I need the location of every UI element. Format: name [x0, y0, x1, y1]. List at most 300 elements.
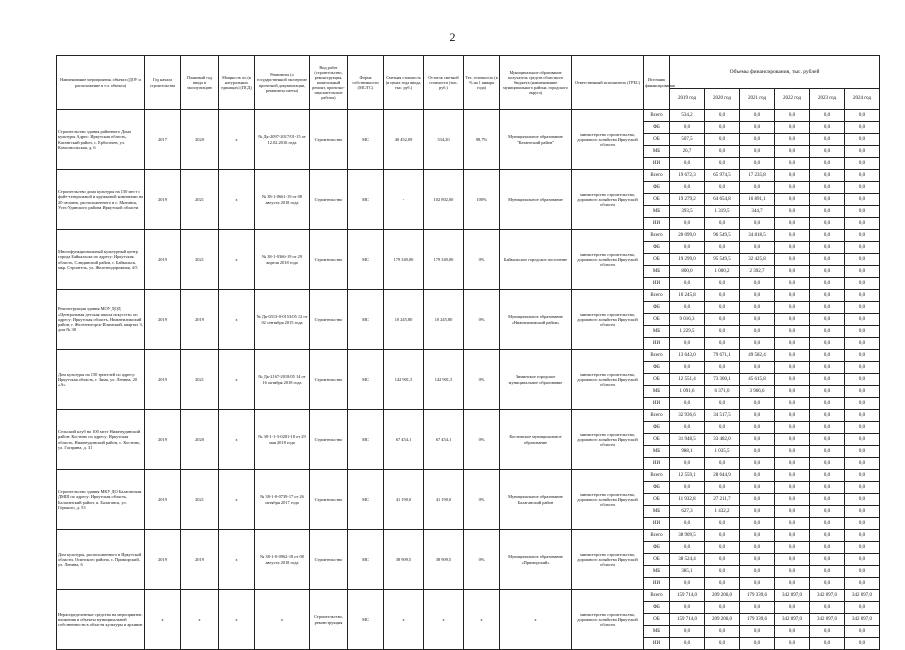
funding-amount: 0,0: [845, 626, 880, 638]
funding-source: МБ: [644, 386, 670, 398]
funding-amount: 209 206,0: [705, 614, 740, 626]
funding-amount: 0,0: [705, 566, 740, 578]
funding-amount: 0,0: [740, 566, 775, 578]
year-end: 2021: [181, 350, 219, 410]
funding-source: Всего: [644, 230, 670, 242]
funding-amount: 534,2: [670, 110, 705, 122]
customer: министерство строительства, дорожного хозяйства Иркутской области: [572, 410, 644, 470]
project-name: Строительство здания районного Дома культуры Адрес: Иркутская область, Катангский район, с. Ербогачен, ул. Комсомольская, д. 6: [57, 110, 145, 170]
project-name: Дом культуры на 150 зрителей по адресу: Иркутская область, г. Зима, ул. Ленина, 20 «А»: [57, 350, 145, 410]
funding-amount: 95 549,5: [705, 254, 740, 266]
funding-amount: 0,0: [845, 230, 880, 242]
funding-amount: 28 644,9: [705, 470, 740, 482]
year-end: 2021: [181, 470, 219, 530]
funding-amount: 0,0: [845, 458, 880, 470]
funding-amount: 0,0: [810, 578, 845, 590]
header-capacity: Мощность по (в натуральных единицах) (ПСД): [219, 56, 255, 110]
funding-source: МБ: [644, 206, 670, 218]
header-remaining: Остаток сметной стоимости (тыс. руб.): [424, 56, 464, 110]
recipient: Муниципальное образование Балаганский район: [500, 470, 572, 530]
funding-amount: 0,0: [845, 206, 880, 218]
readiness: х: [464, 590, 500, 650]
funding-amount: 0,0: [775, 566, 810, 578]
funding-source: ОБ: [644, 554, 670, 566]
funding-amount: 19 299,0: [670, 254, 705, 266]
header-type: Вид работ (строительство, реконструкция, капитальный ремонт, проектно-изыскательские работы): [310, 56, 348, 110]
recipient: Муниципальное образование: [500, 170, 572, 230]
funding-amount: 0,0: [810, 350, 845, 362]
funding-amount: 0,0: [740, 482, 775, 494]
project-name: Дом культуры, расположенного в Иркутской области, Осинского района, с. Приморский, ул. Ленина, 6: [57, 530, 145, 590]
funding-amount: 0,0: [845, 218, 880, 230]
estimate-cost: 38 909,5: [384, 530, 424, 590]
year-end: 2021: [181, 170, 219, 230]
funding-amount: 19 672,3: [670, 170, 705, 182]
funding-amount: 0,0: [740, 578, 775, 590]
estimate-cost: х: [384, 590, 424, 650]
funding-source: Всего: [644, 170, 670, 182]
funding-amount: 0,0: [740, 638, 775, 650]
funding-amount: 0,0: [775, 518, 810, 530]
funding-source: ФБ: [644, 362, 670, 374]
funding-amount: 0,0: [775, 362, 810, 374]
funding-source: Всего: [644, 530, 670, 542]
funding-amount: 0,0: [670, 626, 705, 638]
funding-amount: 0,0: [740, 182, 775, 194]
funding-amount: 0,0: [775, 602, 810, 614]
funding-amount: 12 559,1: [670, 470, 705, 482]
funding-amount: 0,0: [705, 626, 740, 638]
table-row: [57, 170, 880, 182]
customer: министерство строительства, дорожного хозяйства Иркутской области: [572, 350, 644, 410]
funding-amount: 0,0: [810, 374, 845, 386]
year-start: 2019: [145, 170, 181, 230]
funding-amount: 0,0: [775, 350, 810, 362]
funding-amount: 0,0: [705, 302, 740, 314]
funding-amount: 0,0: [845, 110, 880, 122]
funding-amount: 0,0: [740, 422, 775, 434]
header-source: Источник финансирования: [644, 56, 670, 110]
funding-amount: 0,0: [670, 578, 705, 590]
funding-amount: 0,0: [740, 554, 775, 566]
funding-amount: 0,0: [670, 182, 705, 194]
funding-source: ОБ: [644, 254, 670, 266]
readiness: 0%: [464, 470, 500, 530]
funding-source: ФБ: [644, 182, 670, 194]
funding-amount: 0,0: [775, 470, 810, 482]
funding-amount: 96 549,5: [705, 230, 740, 242]
funding-amount: 179 339,6: [740, 590, 775, 602]
expertise: № 38-1-0-0739-17 от 26 октября 2017 года: [255, 470, 310, 530]
funding-amount: 0,0: [810, 386, 845, 398]
funding-amount: 0,0: [740, 338, 775, 350]
funding-amount: 0,0: [845, 194, 880, 206]
remaining-cost: 67 454,1: [424, 410, 464, 470]
funding-amount: 0,0: [810, 170, 845, 182]
header-name: Наименование мероприятия, объекта (ДОУ и расположение в т.ч. объекта): [57, 56, 145, 110]
funding-amount: 0,0: [810, 194, 845, 206]
capacity: х: [219, 470, 255, 530]
funding-amount: 0,0: [810, 542, 845, 554]
funding-amount: 0,0: [845, 362, 880, 374]
funding-amount: 0,0: [775, 326, 810, 338]
funding-amount: 0,0: [705, 398, 740, 410]
funding-amount: 0,0: [740, 458, 775, 470]
capacity: х: [219, 290, 255, 350]
funding-source: МБ: [644, 566, 670, 578]
funding-source: ОБ: [644, 494, 670, 506]
expertise: № 38-1-1-3-0281-18 от 29 мая 2018 года: [255, 410, 310, 470]
funding-amount: 0,0: [845, 338, 880, 350]
project-name: Строительство здания МКУ ДО Балаганская ДМШ по адресу: Иркутская область, Балаганский район, п. Балаганск, ул. Горького, д. 53: [57, 470, 145, 530]
funding-amount: 0,0: [845, 542, 880, 554]
funding-amount: 0,0: [775, 182, 810, 194]
funding-amount: 0,0: [845, 554, 880, 566]
funding-amount: 0,0: [845, 494, 880, 506]
ownership-form: МС: [348, 410, 384, 470]
funding-amount: 0,0: [810, 494, 845, 506]
funding-amount: 0,0: [705, 530, 740, 542]
funding-amount: 0,0: [810, 290, 845, 302]
funding-amount: 0,0: [705, 110, 740, 122]
funding-amount: 0,0: [845, 374, 880, 386]
funding-amount: 0,0: [775, 494, 810, 506]
funding-amount: 2 392,7: [740, 266, 775, 278]
funding-amount: 65 974,5: [705, 170, 740, 182]
financing-table: [56, 55, 880, 650]
work-type: Строительство: [310, 290, 348, 350]
work-type: Строительство: [310, 470, 348, 530]
ownership-form: МС: [348, 290, 384, 350]
customer: министерство строительства, дорожного хозяйства Иркутской области: [572, 110, 644, 170]
header-form: Форма собственности (МС/ГС): [348, 56, 384, 110]
funding-amount: 179 339,6: [740, 614, 775, 626]
funding-source: ИИ: [644, 638, 670, 650]
funding-amount: 0,0: [670, 158, 705, 170]
funding-amount: 0,0: [810, 146, 845, 158]
funding-amount: 64 654,8: [705, 194, 740, 206]
funding-amount: 0,0: [845, 398, 880, 410]
funding-amount: 0,0: [810, 362, 845, 374]
funding-amount: 0,0: [845, 314, 880, 326]
funding-amount: 0,0: [845, 602, 880, 614]
funding-amount: 0,0: [775, 398, 810, 410]
funding-amount: 12 551,4: [670, 374, 705, 386]
funding-amount: 0,0: [775, 254, 810, 266]
readiness: 0%: [464, 410, 500, 470]
funding-amount: 0,0: [775, 542, 810, 554]
customer: министерство строительства, дорожного хозяйства Иркутской области: [572, 530, 644, 590]
funding-amount: 0,0: [775, 110, 810, 122]
funding-amount: 0,0: [810, 218, 845, 230]
work-type: Строительство: [310, 110, 348, 170]
header-volumes: Объемы финансирования, тыс. рублей: [670, 56, 880, 89]
funding-amount: 0,0: [775, 446, 810, 458]
funding-amount: 11 932,8: [670, 494, 705, 506]
remaining-cost: 179 349,00: [424, 230, 464, 290]
funding-amount: 0,0: [705, 314, 740, 326]
funding-amount: 0,0: [775, 170, 810, 182]
table-row: [57, 470, 880, 482]
estimate-cost: 179 349,00: [384, 230, 424, 290]
customer: министерство строительства, дорожного хозяйства Иркутской области: [572, 290, 644, 350]
funding-amount: 0,0: [775, 458, 810, 470]
funding-amount: 0,0: [740, 314, 775, 326]
funding-amount: 0,0: [740, 494, 775, 506]
funding-source: ОБ: [644, 374, 670, 386]
funding-amount: 0,0: [670, 122, 705, 134]
table-row: [57, 110, 880, 122]
funding-amount: 0,0: [845, 386, 880, 398]
funding-amount: 0,0: [670, 422, 705, 434]
funding-amount: 0,0: [740, 158, 775, 170]
funding-amount: 159 714,0: [670, 614, 705, 626]
funding-amount: 0,0: [810, 110, 845, 122]
funding-amount: 0,0: [810, 626, 845, 638]
header-year: 2021 год: [740, 89, 775, 110]
funding-amount: 0,0: [775, 206, 810, 218]
expertise: х: [255, 590, 310, 650]
funding-amount: 0,0: [845, 434, 880, 446]
funding-amount: 17 235,8: [740, 170, 775, 182]
funding-amount: 507,5: [670, 134, 705, 146]
capacity: х: [219, 170, 255, 230]
project-name: Реконструкция здания МОУ ДОД «Центральная детская школа искусств» по адресу: Иркутская область, Нижнеилимский район, г. Железногорск-Илимский, квартал 3, дом № 38: [57, 290, 145, 350]
recipient: Костинское муниципальное образование: [500, 410, 572, 470]
readiness: 0%: [464, 530, 500, 590]
ownership-form: МС: [348, 230, 384, 290]
funding-amount: 0,0: [775, 530, 810, 542]
funding-amount: 0,0: [810, 566, 845, 578]
funding-amount: 0,0: [810, 242, 845, 254]
year-start: х: [145, 590, 181, 650]
project-name: Сельский клуб на 100 мест Нижнеудинский район: Костино по адресу: Иркутская область, Нижнеудинский район, с. Костино, ул. Гагарина, д. 31: [57, 410, 145, 470]
funding-amount: 0,0: [740, 518, 775, 530]
funding-amount: 0,0: [705, 422, 740, 434]
funding-amount: 1 319,5: [705, 206, 740, 218]
funding-amount: 0,0: [775, 266, 810, 278]
ownership-form: МС: [348, 350, 384, 410]
ownership-form: МС: [348, 110, 384, 170]
funding-amount: 988,1: [670, 446, 705, 458]
funding-amount: 0,0: [810, 530, 845, 542]
funding-source: Всего: [644, 470, 670, 482]
funding-amount: 209 206,0: [705, 590, 740, 602]
readiness: 0%: [464, 230, 500, 290]
funding-amount: 0,0: [705, 134, 740, 146]
funding-amount: 26,7: [670, 146, 705, 158]
funding-source: Всего: [644, 110, 670, 122]
customer: министерство строительства, дорожного хозяйства Иркутской области: [572, 470, 644, 530]
funding-amount: 0,0: [740, 290, 775, 302]
funding-amount: 0,0: [705, 218, 740, 230]
funding-amount: 0,0: [740, 434, 775, 446]
funding-amount: 0,0: [845, 422, 880, 434]
funding-amount: 31 948,5: [670, 434, 705, 446]
remaining-cost: 102 802,00: [424, 170, 464, 230]
funding-amount: 0,0: [775, 422, 810, 434]
funding-amount: 0,0: [845, 134, 880, 146]
funding-amount: 0,0: [845, 182, 880, 194]
funding-source: ИИ: [644, 158, 670, 170]
funding-amount: 0,0: [810, 206, 845, 218]
work-type: Строительство: [310, 170, 348, 230]
funding-amount: 0,0: [845, 506, 880, 518]
year-start: 2019: [145, 470, 181, 530]
funding-amount: 0,0: [845, 350, 880, 362]
funding-amount: 19 279,2: [670, 194, 705, 206]
funding-amount: 342 097,0: [810, 590, 845, 602]
funding-source: ОБ: [644, 134, 670, 146]
work-type: Строительство: [310, 350, 348, 410]
table-row: [57, 590, 880, 602]
funding-amount: 1 035,5: [705, 446, 740, 458]
funding-source: ИИ: [644, 398, 670, 410]
funding-amount: 0,0: [705, 158, 740, 170]
funding-amount: 0,0: [845, 146, 880, 158]
funding-amount: 0,0: [775, 278, 810, 290]
funding-amount: 0,0: [810, 506, 845, 518]
funding-amount: 0,0: [810, 338, 845, 350]
year-end: 2019: [181, 290, 219, 350]
funding-source: МБ: [644, 626, 670, 638]
funding-amount: 0,0: [810, 458, 845, 470]
funding-amount: 0,0: [775, 158, 810, 170]
page-number: 2: [449, 30, 456, 44]
funding-amount: 0,0: [810, 410, 845, 422]
funding-amount: 1 000,2: [705, 266, 740, 278]
funding-amount: 1 091,6: [670, 386, 705, 398]
funding-amount: 0,0: [705, 602, 740, 614]
funding-amount: 0,0: [670, 278, 705, 290]
funding-amount: 0,0: [845, 578, 880, 590]
work-type: Строительство: [310, 410, 348, 470]
funding-amount: 0,0: [670, 602, 705, 614]
work-type: Строительство: [310, 230, 348, 290]
funding-amount: 393,5: [670, 206, 705, 218]
funding-amount: 0,0: [670, 638, 705, 650]
table-row: [57, 230, 880, 242]
funding-amount: 0,0: [705, 146, 740, 158]
funding-amount: 0,0: [705, 542, 740, 554]
funding-amount: 0,0: [705, 242, 740, 254]
funding-amount: 32 936,6: [670, 410, 705, 422]
funding-source: МБ: [644, 326, 670, 338]
funding-amount: 0,0: [810, 266, 845, 278]
project-name: Многофункциональный культурный центр города Байкальска по адресу: Иркутская область, Слюдянский район, г. Байкальск, мкр. Строитель, ул. Железнодорожная, 4/5: [57, 230, 145, 290]
project-name: Строительство дома культуры на 150 мест с фойе-театральной и кружковой комнатами на 20 человек, расположенного в с. Митинск, Усть-Удинского района Иркутской области: [57, 170, 145, 230]
funding-amount: 344,7: [740, 206, 775, 218]
funding-amount: 0,0: [810, 182, 845, 194]
funding-amount: 0,0: [845, 122, 880, 134]
funding-amount: 0,0: [705, 578, 740, 590]
funding-amount: 627,3: [670, 506, 705, 518]
funding-amount: 0,0: [775, 410, 810, 422]
funding-amount: 0,0: [740, 530, 775, 542]
funding-amount: 342 097,0: [845, 590, 880, 602]
funding-amount: 0,0: [670, 218, 705, 230]
funding-amount: 38 909,5: [670, 530, 705, 542]
year-end: 2019: [181, 530, 219, 590]
funding-amount: 0,0: [845, 266, 880, 278]
expertise: № 38-1-0366-19 от 29 апреля 2018 года: [255, 230, 310, 290]
header-readiness: Тех. готовность (в % на 1 января года): [464, 56, 500, 110]
funding-amount: 0,0: [810, 158, 845, 170]
funding-source: ФБ: [644, 542, 670, 554]
funding-amount: 800,0: [670, 266, 705, 278]
estimate-cost: -: [384, 170, 424, 230]
funding-source: Всего: [644, 410, 670, 422]
funding-source: ИИ: [644, 578, 670, 590]
funding-amount: 0,0: [705, 482, 740, 494]
funding-amount: 0,0: [705, 182, 740, 194]
recipient: Муниципальное образование «Приморский»: [500, 530, 572, 590]
funding-amount: 0,0: [705, 122, 740, 134]
expertise: № Дк-0313-0-0153/05 12 от 02 сентября 2015 года: [255, 290, 310, 350]
funding-amount: 0,0: [810, 554, 845, 566]
funding-source: ИИ: [644, 338, 670, 350]
funding-amount: 0,0: [775, 218, 810, 230]
estimate-cost: 41 190,0: [384, 470, 424, 530]
funding-amount: 16 891,1: [740, 194, 775, 206]
funding-amount: 45 615,8: [740, 374, 775, 386]
funding-source: ОБ: [644, 314, 670, 326]
funding-amount: 0,0: [810, 470, 845, 482]
funding-source: ФБ: [644, 302, 670, 314]
funding-amount: 0,0: [810, 602, 845, 614]
expertise: № Дк-2167-2018/05 14 от 16 октября 2018 года: [255, 350, 310, 410]
funding-source: ФБ: [644, 242, 670, 254]
funding-amount: 34 517,5: [705, 410, 740, 422]
readiness: 98,7%: [464, 110, 500, 170]
funding-amount: 0,0: [810, 314, 845, 326]
project-name: Нераспределенные средства на мероприятие, вложения в объекты муниципальной собственности в области культуры и архивов: [57, 590, 145, 650]
funding-source: Всего: [644, 350, 670, 362]
funding-amount: 10 245,8: [670, 290, 705, 302]
funding-amount: 0,0: [775, 302, 810, 314]
remaining-cost: 534,20: [424, 110, 464, 170]
recipient: Муниципальное образование "Катангский район": [500, 110, 572, 170]
funding-amount: 0,0: [810, 398, 845, 410]
funding-amount: 0,0: [775, 338, 810, 350]
year-start: 2019: [145, 290, 181, 350]
remaining-cost: 41 190,0: [424, 470, 464, 530]
funding-source: ИИ: [644, 518, 670, 530]
estimate-cost: 67 454,1: [384, 410, 424, 470]
funding-source: Всего: [644, 290, 670, 302]
funding-amount: 0,0: [740, 110, 775, 122]
funding-amount: 0,0: [705, 638, 740, 650]
funding-source: МБ: [644, 266, 670, 278]
funding-amount: 0,0: [775, 554, 810, 566]
remaining-cost: 10 245,80: [424, 290, 464, 350]
table-row: [57, 290, 880, 302]
funding-amount: 0,0: [775, 242, 810, 254]
funding-amount: 0,0: [670, 542, 705, 554]
table-row: [57, 410, 880, 422]
header-year-end: Плановый год ввода в эксплуатацию: [181, 56, 219, 110]
funding-amount: 27 211,7: [705, 494, 740, 506]
funding-amount: 342 097,0: [775, 614, 810, 626]
funding-amount: 49 582,4: [740, 350, 775, 362]
funding-amount: 9 016,3: [670, 314, 705, 326]
funding-source: ОБ: [644, 614, 670, 626]
funding-amount: 0,0: [740, 410, 775, 422]
funding-amount: 0,0: [740, 326, 775, 338]
year-end: 2021: [181, 230, 219, 290]
funding-amount: 79 671,1: [705, 350, 740, 362]
funding-amount: 0,0: [740, 446, 775, 458]
